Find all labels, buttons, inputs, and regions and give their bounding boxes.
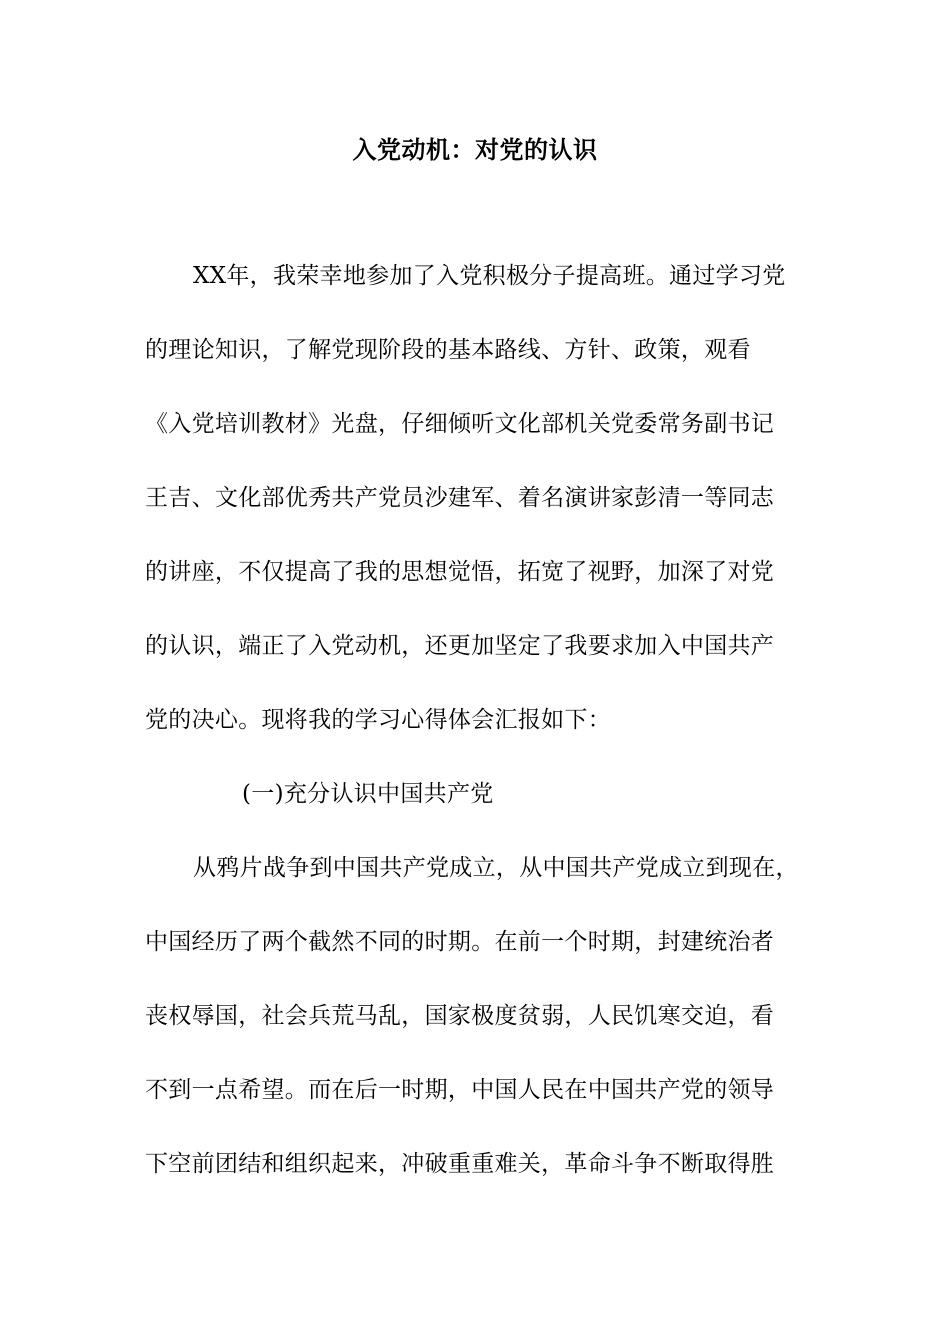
paragraph-line: 的认识，端正了入党动机，还更加坚定了我要求加入中国共产 <box>145 633 775 659</box>
paragraph-line: 党的决心。现将我的学习心得体会汇报如下： <box>145 707 611 733</box>
paragraph-line: 的理论知识，了解党现阶段的基本路线、方针、政策，观看 <box>145 337 751 363</box>
paragraph-line: 《入党培训教材》光盘，仔细倾听文化部机关党委常务副书记 <box>145 411 775 437</box>
document-title: 入党动机：对党的认识 <box>352 135 598 164</box>
paragraph-line: 的讲座，不仅提高了我的思想觉悟，拓宽了视野，加深了对党 <box>145 559 775 585</box>
paragraph-line: 下空前团结和组织起来，冲破重重难关，革命斗争不断取得胜 <box>145 1151 775 1177</box>
paragraph-line: 从鸦片战争到中国共产党成立，从中国共产党成立到现在， <box>193 855 799 881</box>
section-heading: (一)充分认识中国共产党 <box>242 781 494 807</box>
paragraph-line: 中国经历了两个截然不同的时期。在前一个时期，封建统治者 <box>145 929 775 955</box>
paragraph-line: XX年，我荣幸地参加了入党积极分子提高班。通过学习党 <box>193 263 786 289</box>
paragraph-line: 不到一点希望。而在后一时期，中国人民在中国共产党的领导 <box>145 1077 775 1103</box>
paragraph-line: 王吉、文化部优秀共产党员沙建军、着名演讲家彭清一等同志 <box>145 485 775 511</box>
paragraph-line: 丧权辱国，社会兵荒马乱，国家极度贫弱，人民饥寒交迫，看 <box>145 1003 775 1029</box>
